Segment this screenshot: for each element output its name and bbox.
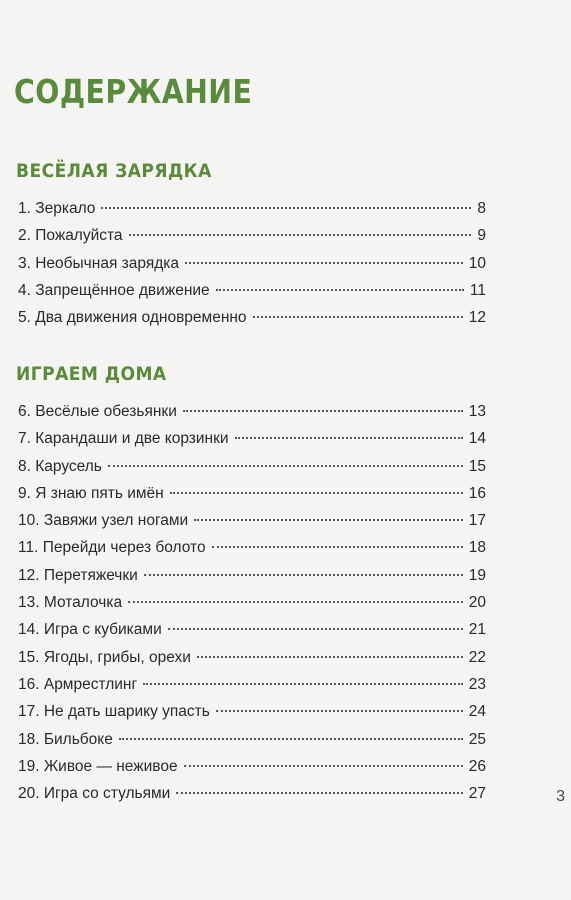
toc-item: [18, 512, 486, 539]
toc-item-page: 13: [468, 403, 486, 420]
toc-item-page: 21: [468, 621, 486, 639]
dot-leader: [194, 519, 463, 521]
dot-leader: [129, 234, 472, 236]
toc-item-label: 9. Я знаю пять имён: [18, 484, 164, 502]
page-title: СОДЕРЖАНИЕ: [14, 72, 253, 111]
toc-item-page: 12: [468, 309, 486, 327]
toc-item-label: 17. Не дать шарику упасть: [18, 703, 210, 721]
dot-leader: [253, 316, 463, 318]
toc-item-page: 8: [477, 200, 486, 217]
toc-item-page: 19: [468, 566, 486, 584]
toc-item-page: 24: [468, 703, 486, 721]
toc-item-label: 8. Карусель: [18, 457, 102, 475]
dot-leader: [144, 574, 463, 576]
toc-item-label: 10. Завяжи узел ногами: [18, 512, 189, 530]
toc-item: [18, 703, 486, 730]
toc-item: [18, 649, 486, 676]
toc-item-page: 14: [468, 430, 486, 448]
toc-item: [18, 594, 486, 621]
section-heading-1: ВЕСЁЛАЯ ЗАРЯДКА: [16, 160, 212, 182]
dot-leader: [170, 492, 463, 494]
toc-item-label: 20. Игра со стульями: [18, 785, 171, 803]
toc-item-label: 7. Карандаши и две корзинки: [18, 430, 229, 448]
toc-item: [18, 758, 486, 785]
toc-item-label: 16. Армрестлинг: [18, 675, 138, 693]
toc-item-label: 15. Ягоды, грибы, орехи: [18, 648, 191, 666]
toc-item-label: 13. Моталочка: [18, 594, 123, 612]
dot-leader: [185, 262, 463, 264]
dot-leader: [176, 792, 462, 794]
toc-item-label: 2. Пожалуйста: [18, 227, 123, 245]
toc-item-label: 11. Перейди через болото: [18, 539, 206, 557]
toc-item: [18, 309, 486, 336]
toc-item: [18, 567, 486, 594]
dot-leader: [197, 656, 463, 658]
toc-item-page: 25: [468, 730, 486, 748]
toc-item: [18, 403, 486, 430]
toc-item-label: 6. Весёлые обезьянки: [18, 403, 177, 420]
dot-leader: [143, 683, 463, 685]
toc-item-page: 26: [468, 757, 486, 775]
toc-item: [18, 731, 486, 758]
toc-item-label: 18. Бильбоке: [18, 730, 113, 748]
dot-leader: [216, 289, 464, 291]
dot-leader: [235, 437, 463, 439]
page-number: 3: [556, 788, 565, 805]
dot-leader: [216, 710, 463, 712]
toc-list-section-1: [18, 200, 486, 336]
dot-leader: [119, 738, 463, 740]
toc-item-label: 3. Необычная зарядка: [18, 254, 179, 272]
toc-item-label: 5. Два движения одновременно: [18, 309, 247, 327]
toc-item-label: 1. Зеркало: [18, 200, 96, 217]
toc-item-label: 4. Запрещённое движение: [18, 281, 210, 299]
dot-leader: [108, 465, 463, 467]
dot-leader: [128, 601, 463, 603]
toc-item-label: 12. Перетяжечки: [18, 566, 138, 584]
toc-item: [18, 200, 486, 227]
dot-leader: [101, 207, 471, 209]
toc-item-label: 14. Игра с кубиками: [18, 621, 162, 639]
toc-item: [18, 621, 486, 648]
toc-item-page: 18: [468, 539, 486, 557]
toc-item-page: 9: [477, 227, 486, 245]
toc-list-section-2: [18, 403, 486, 812]
toc-item-page: 27: [468, 785, 486, 803]
toc-item-page: 11: [469, 281, 486, 299]
toc-item-page: 22: [468, 648, 486, 666]
toc-item-page: 15: [468, 457, 486, 475]
toc-item-page: 17: [468, 512, 486, 530]
toc-item: [18, 430, 486, 457]
section-heading-2: ИГРАЕМ ДОМА: [16, 363, 167, 385]
toc-item: [18, 676, 486, 703]
dot-leader: [184, 765, 463, 767]
toc-item: [18, 485, 486, 512]
toc-item-label: 19. Живое — неживое: [18, 757, 178, 775]
toc-item: [18, 539, 486, 566]
toc-item-page: 16: [468, 484, 486, 502]
dot-leader: [168, 628, 463, 630]
toc-item: [18, 282, 486, 309]
toc-item-page: 10: [468, 254, 486, 272]
toc-item: [18, 227, 486, 254]
toc-item: [18, 255, 486, 282]
dot-leader: [212, 546, 463, 548]
toc-item-page: 23: [468, 675, 486, 693]
dot-leader: [183, 410, 463, 412]
toc-item: [18, 458, 486, 485]
toc-item-page: 20: [468, 594, 486, 612]
toc-item: [18, 785, 486, 812]
